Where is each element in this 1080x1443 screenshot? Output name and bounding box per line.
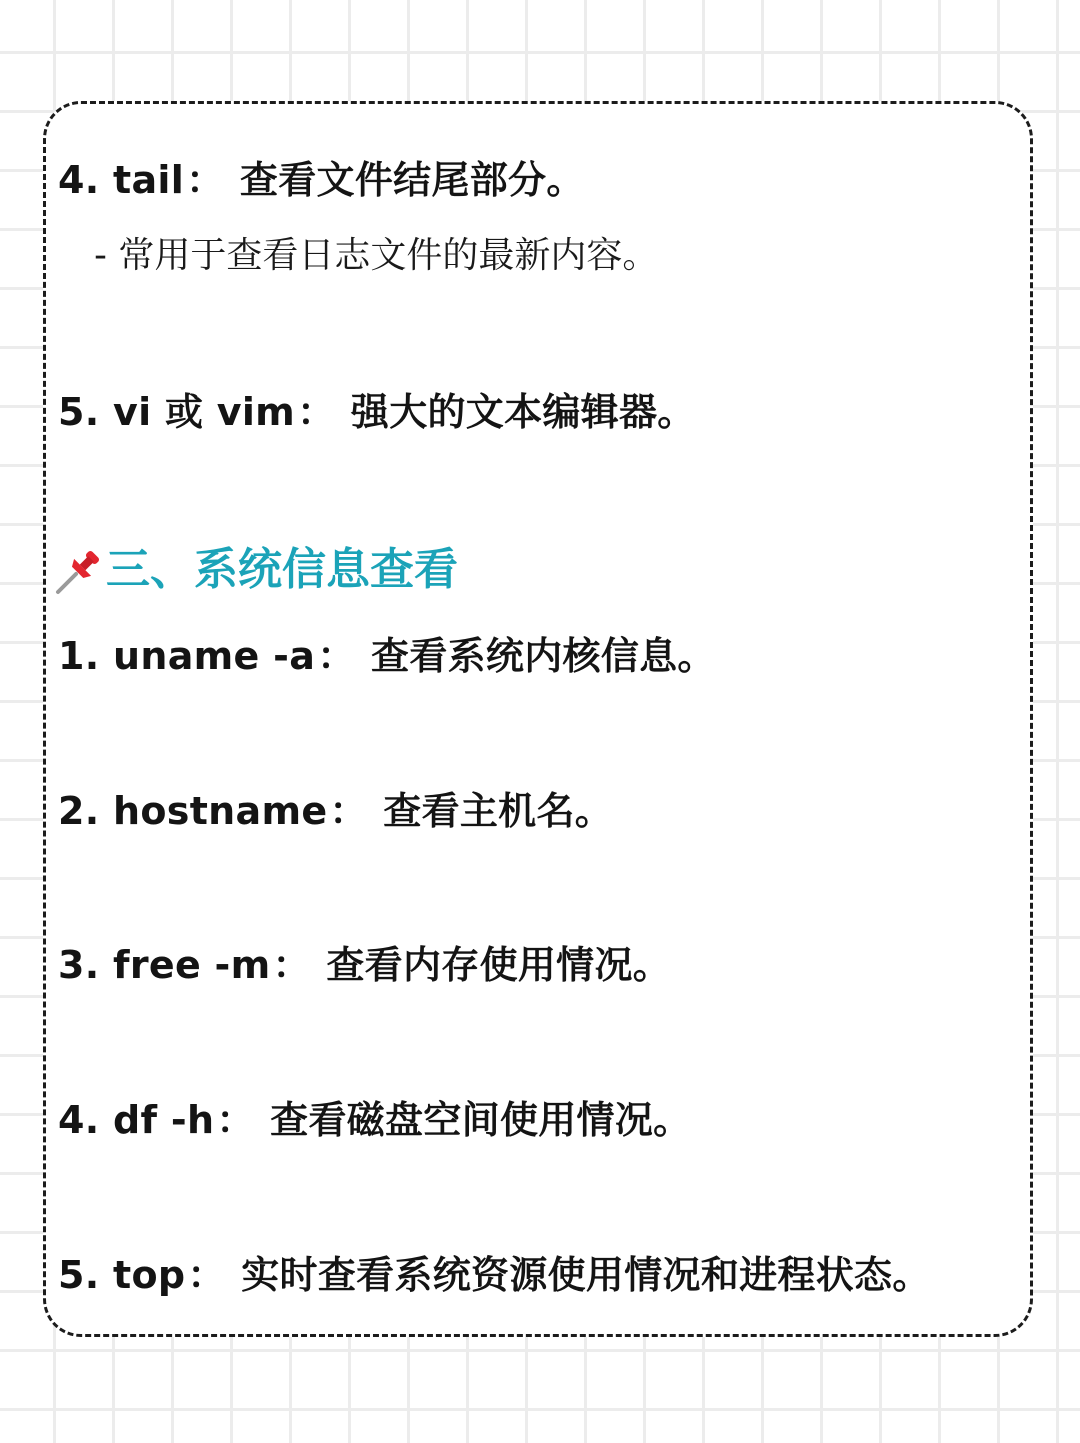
list-item-vim (58, 388, 696, 436)
list-item-tail (58, 156, 585, 204)
command-description: 查看主机名。 (383, 789, 614, 833)
note-line: - 常用于查看日志文件的最新内容。 (94, 235, 659, 276)
list-item-hostname (58, 787, 613, 835)
command-description: 查看系统内核信息。 (371, 634, 716, 678)
item-number: 5. (58, 390, 100, 434)
section-heading (54, 542, 458, 598)
item-separator: ： (317, 634, 356, 678)
item-number: 1. (58, 634, 100, 678)
list-item-df (58, 1096, 691, 1144)
item-number: 2. (58, 789, 100, 833)
pushpin-icon (54, 544, 106, 596)
list-item-top (58, 1251, 931, 1299)
item-separator: ： (272, 943, 311, 987)
item-number: 4. (58, 158, 100, 202)
command-description: 实时查看系统资源使用情况和进程状态。 (241, 1253, 931, 1297)
item-separator: ： (329, 789, 368, 833)
command-description: 查看文件结尾部分。 (239, 158, 585, 202)
command-description: 查看内存使用情况。 (326, 943, 672, 987)
item-number: 4. (58, 1098, 100, 1142)
list-item-free (58, 941, 671, 989)
command-name: top (113, 1253, 186, 1297)
command-name: uname -a (113, 634, 316, 678)
item-number: 3. (58, 943, 100, 987)
command-name: free -m (113, 943, 271, 987)
item-number: 5. (58, 1253, 100, 1297)
item-separator: ： (186, 158, 225, 202)
item-separator: ： (187, 1253, 226, 1297)
command-description: 强大的文本编辑器。 (350, 390, 696, 434)
section-title: 三、系统信息查看 (106, 544, 458, 595)
command-name: vi 或 vim (113, 390, 296, 434)
item-separator: ： (297, 390, 336, 434)
command-description: 查看磁盘空间使用情况。 (270, 1098, 692, 1142)
content-card (43, 101, 1033, 1337)
command-name: hostname (113, 789, 328, 833)
command-name: df -h (113, 1098, 215, 1142)
list-item-uname (58, 632, 716, 680)
command-name: tail (113, 158, 185, 202)
item-separator: ： (216, 1098, 255, 1142)
